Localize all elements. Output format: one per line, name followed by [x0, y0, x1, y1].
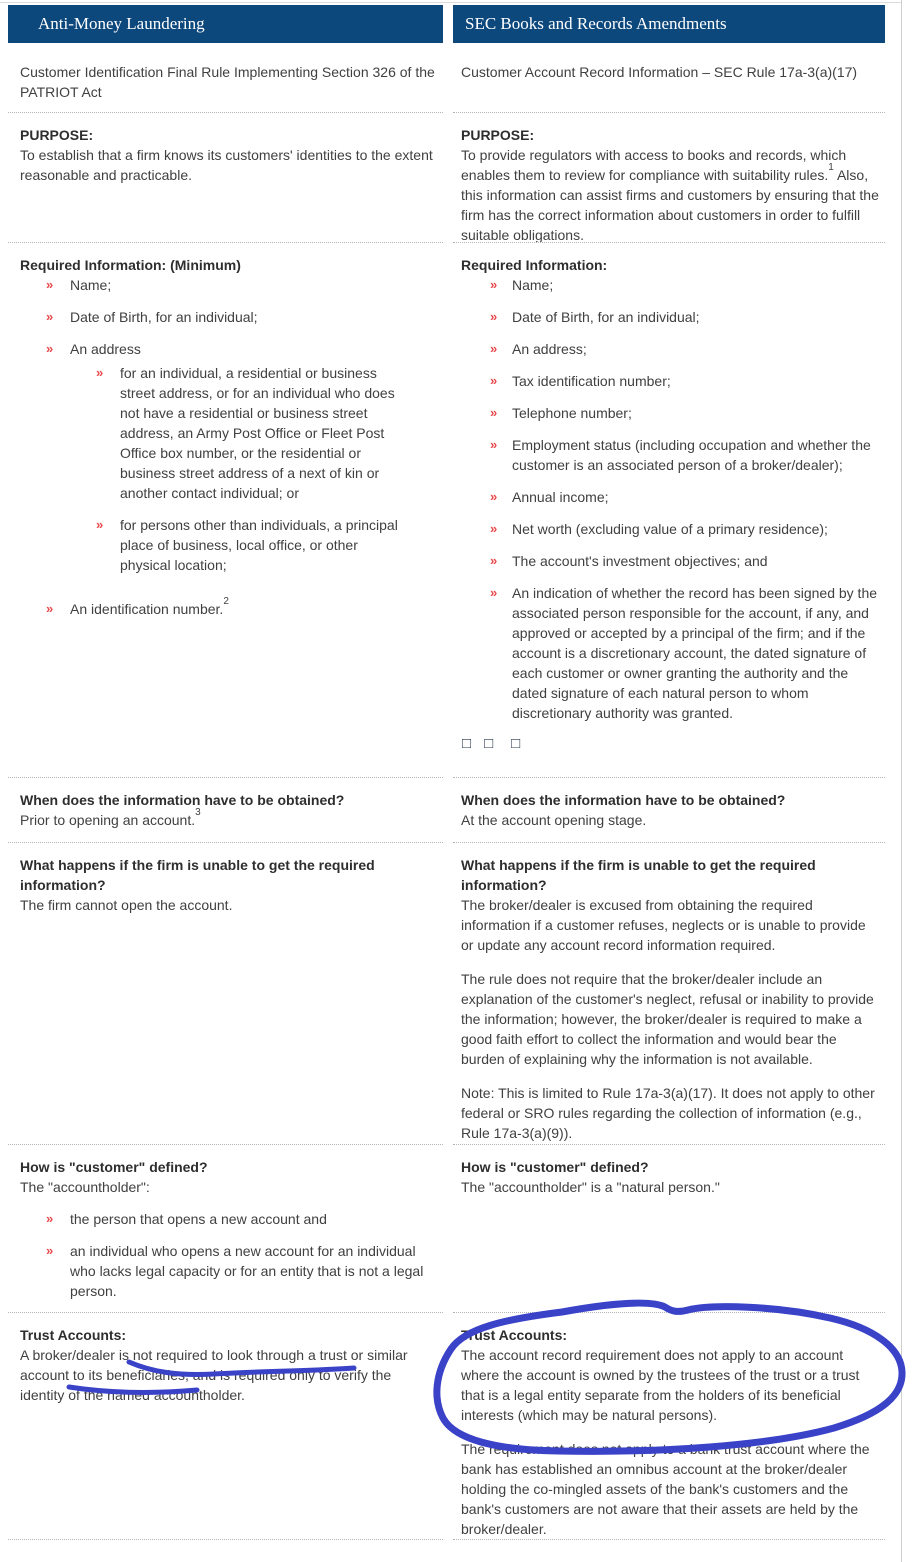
when-obtained-text-left	[20, 807, 435, 830]
unable-heading-right: What happens if the firm is unable to get the required information?	[461, 857, 816, 893]
sub-list-item-text: for persons other than individuals, a principal place of business, local office, or other physical location;	[120, 517, 398, 573]
trust-accounts-cell-left	[8, 1313, 443, 1540]
list-item-text: Name;	[70, 277, 112, 293]
trust-heading-left: Trust Accounts:	[20, 1327, 127, 1343]
list-item	[490, 551, 881, 571]
required-info-cell-left	[8, 243, 443, 778]
sub-list-item-text: for an individual, a residential or business street address, or for an individual who does not have a residential or business street address, an Army Post Office or Fleet Post Office box number, or the residential or business street address of a next of kin or another contact individual; or	[120, 365, 395, 501]
purpose-heading-right: PURPOSE:	[461, 127, 535, 143]
unable-text-left: The firm cannot open the account.	[20, 897, 233, 913]
list-item	[490, 583, 881, 723]
customer-defined-cell-right	[453, 1145, 885, 1313]
column-header-sec-books-records: SEC Books and Records Amendments	[453, 5, 885, 43]
customer-defined-cell-left	[8, 1145, 443, 1313]
purpose-text-left: To establish that a firm knows its customers' identities to the extent reasonable and practicable.	[20, 147, 433, 183]
list-item	[46, 596, 435, 619]
identification-number-text: An identification number.	[70, 601, 224, 617]
chevron-bullet-icon: »	[46, 1211, 54, 1226]
purpose-cell-left	[8, 113, 443, 243]
purpose-right-main: To provide regulators with access to books and records, which enables them to review for compliance with suitability rules.	[461, 147, 847, 183]
missing-glyph-boxes	[462, 735, 881, 753]
chevron-bullet-icon: »	[490, 277, 498, 292]
missing-glyph-box-icon: □	[462, 735, 472, 752]
trust-paragraph: The requirement does not apply to a bank trust account where the bank has established an omnibus account at the broker/dealer holding the co-mingled assets of the bank's customers and the bank's customers are not aware that their assets are held by the broker/dealer.	[461, 1441, 870, 1537]
list-item	[490, 435, 881, 475]
chevron-bullet-icon: »	[46, 309, 54, 324]
chevron-bullet-icon: »	[490, 437, 498, 452]
missing-glyph-box-icon: □	[484, 735, 494, 752]
purpose-right-rest: Also, this information can assist firms and customers by ensuring that the firm has the correct information about customers in order to fulfill suitable obligations.	[461, 167, 879, 243]
comparison-table	[8, 0, 918, 1540]
chevron-bullet-icon: »	[490, 373, 498, 388]
list-item-text: Name;	[512, 277, 554, 293]
list-item-text: Annual income;	[512, 489, 609, 505]
list-item-text: An indication of whether the record has been signed by the associated person responsible for the account, if any, and approved or accepted by a principal of the firm; and if the account is a discretionary account, the dated signature of each customer or owner granting the authority and the dated signature of each natural person to whom discretionary authority was granted.	[512, 585, 878, 721]
customer-defined-intro-left: The "accountholder":	[20, 1179, 150, 1195]
list-item-text: The account's investment objectives; and	[512, 553, 768, 569]
trust-text-left: A broker/dealer is not required to look through a trust or similar account to its beneficiaries, and is required only to verify the identity of the named accountholder.	[20, 1347, 408, 1403]
list-item-text: Employment status (including occupation and whether the customer is an associated person of a broker/dealer);	[512, 437, 871, 473]
list-item-text: Net worth (excluding value of a primary residence);	[512, 521, 828, 537]
list-item	[46, 1209, 435, 1229]
list-item	[490, 371, 881, 391]
list-item	[46, 275, 435, 295]
list-item	[46, 339, 435, 359]
when-left-main: Prior to opening an account.	[20, 812, 196, 828]
required-heading-left: Required Information: (Minimum)	[20, 257, 241, 273]
when-obtained-cell-left	[8, 778, 443, 843]
sub-list-item	[96, 363, 435, 503]
column-header-anti-money-laundering: Anti-Money Laundering	[8, 5, 443, 43]
chevron-bullet-icon: »	[490, 341, 498, 356]
unable-heading-left: What happens if the firm is unable to get the required information?	[20, 857, 375, 893]
unable-note-paragraph: Note: This is limited to Rule 17a-3(a)(17). It does not apply to other federal or SRO rules regarding the collection of information (e.g., Rule 17a-3(a)(9)).	[461, 1085, 875, 1141]
list-item-text: Date of Birth, for an individual;	[512, 309, 700, 325]
sub-list-item	[96, 515, 435, 575]
chevron-bullet-icon: »	[490, 489, 498, 504]
chevron-bullet-icon: »	[46, 601, 54, 616]
chevron-bullet-icon: »	[490, 405, 498, 420]
trust-heading-right: Trust Accounts:	[461, 1327, 568, 1343]
list-item-text: An address	[70, 341, 141, 357]
chevron-bullet-icon: »	[490, 585, 498, 600]
chevron-bullet-icon: »	[46, 341, 54, 356]
list-item	[490, 403, 881, 423]
purpose-text-right	[461, 145, 881, 243]
list-item-text	[70, 596, 435, 619]
required-heading-right: Required Information:	[461, 257, 608, 273]
chevron-bullet-icon: »	[96, 365, 104, 380]
chevron-bullet-icon: »	[96, 517, 104, 532]
list-item	[46, 1241, 435, 1301]
list-item-text: Date of Birth, for an individual;	[70, 309, 258, 325]
list-item-text: Tax identification number;	[512, 373, 671, 389]
purpose-cell-right	[453, 113, 885, 243]
purpose-heading-left: PURPOSE:	[20, 127, 94, 143]
trust-accounts-cell-right	[453, 1313, 885, 1540]
when-obtained-heading-right: When does the information have to be obtained?	[461, 792, 786, 808]
list-item-text: Telephone number;	[512, 405, 632, 421]
header-cell-right	[453, 0, 885, 44]
missing-glyph-box-icon: □	[511, 735, 521, 752]
right-subtitle: Customer Account Record Information – SEC Rule 17a-3(a)(17)	[461, 64, 858, 80]
unable-paragraph: The broker/dealer is excused from obtaining the required information if a customer refuses, neglects or is unable to provide or update any account record information required.	[461, 897, 866, 953]
list-item	[490, 307, 881, 327]
header-cell-left	[8, 0, 443, 44]
subtitle-cell-right	[453, 44, 885, 113]
footnote-3: 3	[195, 807, 201, 819]
unable-cell-right	[453, 843, 885, 1145]
chevron-bullet-icon: »	[490, 309, 498, 324]
unable-paragraph: The rule does not require that the broker/dealer include an explanation of the customer's neglect, refusal or inability to provide the information; however, the broker/dealer is required to make a good faith effort to collect the information and would bear the burden of explaining why the information is not available.	[461, 971, 874, 1067]
list-item	[490, 339, 881, 359]
when-obtained-text-right: At the account opening stage.	[461, 812, 647, 828]
chevron-bullet-icon: »	[46, 277, 54, 292]
subtitle-cell-left	[8, 44, 443, 113]
chevron-bullet-icon: »	[490, 521, 498, 536]
chevron-bullet-icon: »	[46, 1243, 54, 1258]
list-item	[46, 307, 435, 327]
footnote-1: 1	[828, 162, 834, 174]
footnote-2: 2	[223, 596, 229, 608]
trust-paragraph: The account record requirement does not apply to an account where the account is owned by the trustees of the trust or a trust that is a legal entity separate from the holders of its beneficial interests (which may be natural persons).	[461, 1347, 860, 1423]
list-item	[490, 487, 881, 507]
required-info-cell-right	[453, 243, 885, 778]
list-item-text: the person that opens a new account and	[70, 1211, 327, 1227]
chevron-bullet-icon: »	[490, 553, 498, 568]
customer-defined-heading-left: How is "customer" defined?	[20, 1159, 208, 1175]
list-item	[490, 519, 881, 539]
when-obtained-cell-right	[453, 778, 885, 843]
customer-defined-heading-right: How is "customer" defined?	[461, 1159, 649, 1175]
list-item-text: An address;	[512, 341, 587, 357]
left-subtitle: Customer Identification Final Rule Implementing Section 326 of the PATRIOT Act	[20, 64, 435, 100]
customer-defined-text-right: The "accountholder" is a "natural person."	[461, 1179, 720, 1195]
when-obtained-heading-left: When does the information have to be obtained?	[20, 792, 345, 808]
list-item	[490, 275, 881, 295]
unable-cell-left	[8, 843, 443, 1145]
list-item-text: an individual who opens a new account for an individual who lacks legal capacity or for an entity that is not a legal person.	[70, 1243, 424, 1299]
